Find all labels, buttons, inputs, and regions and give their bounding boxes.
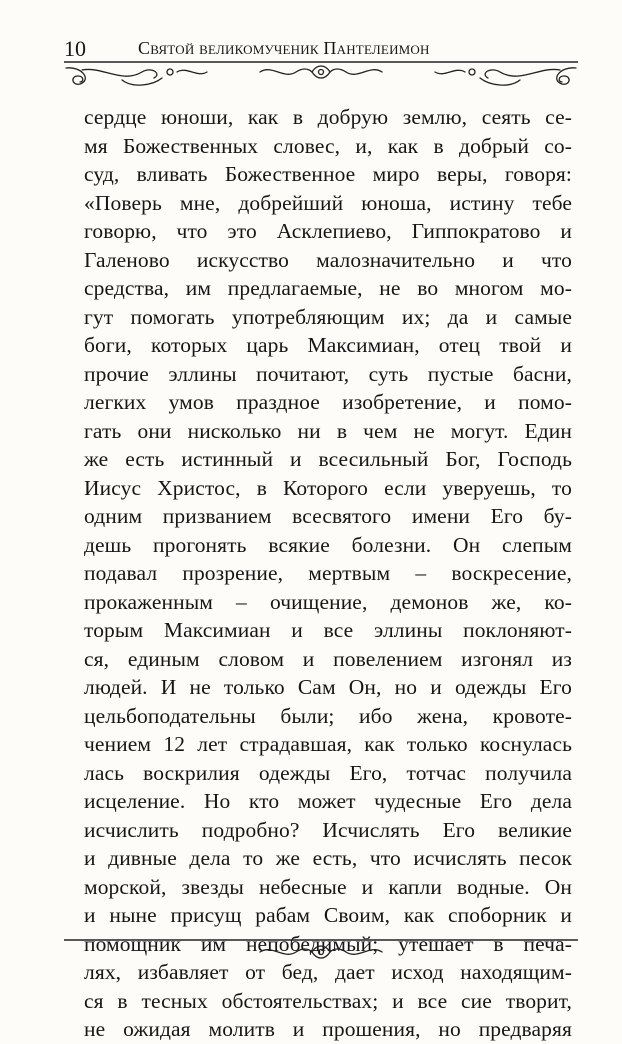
- text-line: ся в тесных обстоятельствах; и все сие творит,: [84, 988, 572, 1013]
- text-line: лях, избавляет от бед, дает исход находящим-: [84, 960, 572, 984]
- header-ornament: [62, 56, 580, 94]
- text-line: исцеление. Но кто может чудесные Его дела: [84, 789, 572, 813]
- text-line: исчислить подробно? Исчислять Его великие: [84, 817, 572, 842]
- running-title: Святой великомученик Пантелеимон: [138, 38, 430, 58]
- text-line: торым Максимиан и все эллины поклоняют-: [84, 618, 572, 642]
- text-line: боги, которых царь Максимиан, отец твой и: [84, 333, 572, 357]
- text-line: говорю, что это Асклепиево, Гиппократово и: [84, 219, 572, 243]
- footer-ornament: [62, 932, 580, 962]
- text-line: помощник им непобедимый; утешает в печа-: [84, 931, 572, 956]
- text-line: людей. И не только Сам Он, но и одежды Его: [84, 675, 572, 699]
- text-line: прокаженным – очищение, демонов же, ко-: [84, 589, 572, 614]
- text-line: не ожидая молитв и прошения, но предваряя: [84, 1017, 572, 1041]
- text-line: и дивные дела то же есть, что исчислять песок: [84, 846, 572, 870]
- text-line: дешь прогонять всякие болезни. Он слепым: [84, 532, 572, 557]
- text-line: гать они нисколько ни в чем не могут. Един: [84, 418, 572, 443]
- text-line: же есть истинный и всесильный Бог, Господь: [84, 447, 572, 471]
- text-line: морской, звезды небесные и капли водные. Он: [84, 874, 572, 899]
- text-line: средства, им предлагаемые, не во многом мо-: [84, 276, 572, 300]
- text-line: прочие эллины почитают, суть пустые басни,: [84, 361, 572, 386]
- text-line: суд, вливать Божественное миро веры, говоря:: [84, 162, 572, 186]
- text-line: подавал прозрение, мертвым – воскресение,: [84, 561, 572, 585]
- text-line: ся, единым словом и повелением изгонял из: [84, 646, 572, 671]
- text-line: чением 12 лет страдавшая, как только коснулась: [84, 732, 572, 756]
- text-line: Галеново искусство малозначительно и что: [84, 247, 572, 272]
- text-line: легких умов праздное изобретение, и помо-: [84, 390, 572, 414]
- body-text: [84, 103, 572, 1044]
- text-line: лась воскрилия одежды Его, тотчас получила: [84, 760, 572, 785]
- text-line: и ныне присущ рабам Своим, как споборник и: [84, 903, 572, 927]
- page-number: 10: [64, 36, 86, 61]
- text-line: Иисус Христос, в Которого если уверуешь, то: [84, 475, 572, 500]
- text-line: мя Божественных словес, и, как в добрый со-: [84, 133, 572, 158]
- text-line: одним призванием всесвятого имени Его бу-: [84, 504, 572, 528]
- text-line: сердце юноши, как в добрую землю, сеять се-: [84, 105, 572, 129]
- text-line: гут помогать употребляющим их; да и самые: [84, 304, 572, 329]
- text-line: «Поверь мне, добрейший юноша, истину тебе: [84, 190, 572, 215]
- text-line: цельбоподательны были; ибо жена, кровоте-: [84, 703, 572, 728]
